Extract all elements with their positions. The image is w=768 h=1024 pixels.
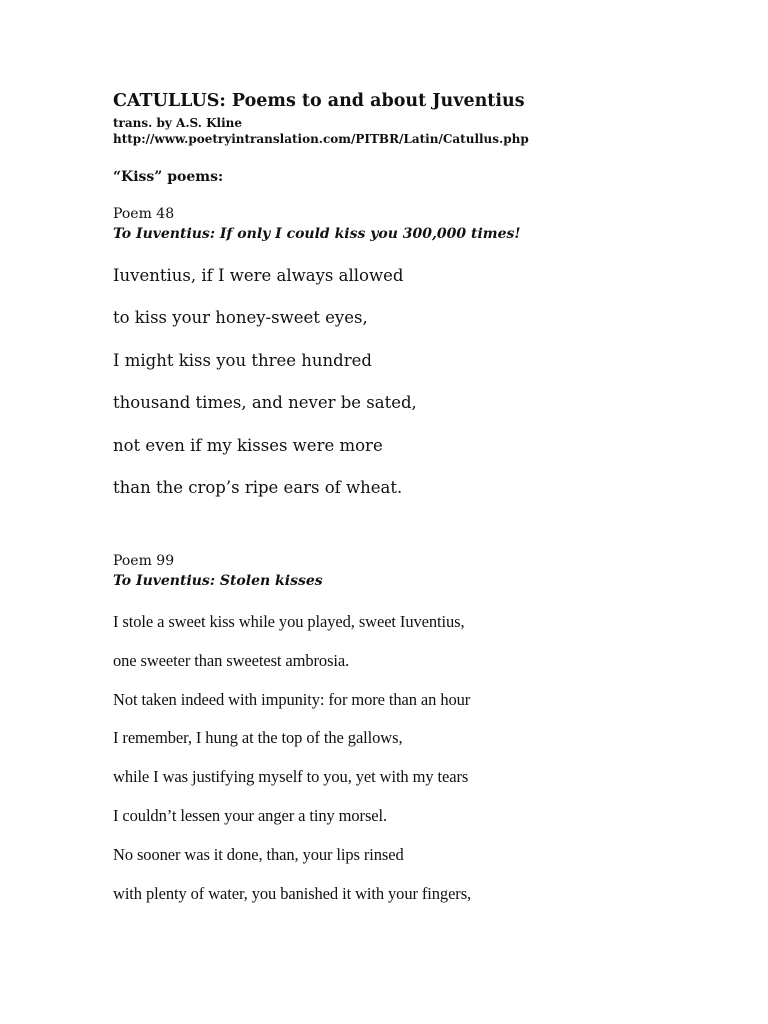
poem-line: I remember, I hung at the top of the gallows, [113, 728, 403, 748]
document-page [113, 0, 733, 1024]
translator-credit: trans. by A.S. Kline [113, 116, 243, 130]
document-title: CATULLUS: Poems to and about Juventius [113, 91, 525, 111]
poem-line: I stole a sweet kiss while you played, sweet Iuventius, [113, 612, 465, 631]
section-heading: “Kiss” poems: [113, 169, 224, 185]
poem-99-body [113, 612, 471, 922]
poem-line: than the crop’s ripe ears of wheat. [113, 477, 403, 497]
poem-99-number: Poem 99 [113, 553, 175, 569]
poem-line: Not taken indeed with impunity: for more than an hour [113, 689, 471, 709]
poem-line: one sweeter than sweetest ambrosia. [113, 650, 350, 670]
poem-line: I might kiss you three hundred [113, 350, 372, 370]
poem-99-subtitle: To Iuventius: Stolen kisses [113, 573, 323, 589]
poem-line: Iuventius, if I were always allowed [113, 266, 404, 285]
poem-line: while I was justifying myself to you, yet with my tears [113, 767, 469, 787]
poem-line: thousand times, and never be sated, [113, 393, 417, 413]
poem-line: with plenty of water, you banished it with your fingers, [113, 883, 472, 903]
poem-line: I couldn’t lessen your anger a tiny morsel. [113, 805, 387, 825]
poem-48-number: Poem 48 [113, 206, 175, 222]
poem-line: No sooner was it done, than, your lips rinsed [113, 844, 404, 864]
poem-48-subtitle: To Iuventius: If only I could kiss you 300,000 times! [113, 226, 521, 242]
poem-48-body [113, 264, 417, 518]
poem-line: not even if my kisses were more [113, 435, 383, 455]
poem-line: to kiss your honey-sweet eyes, [113, 308, 368, 328]
source-url: http://www.poetryintranslation.com/PITBR/Latin/Catullus.php [113, 132, 529, 146]
